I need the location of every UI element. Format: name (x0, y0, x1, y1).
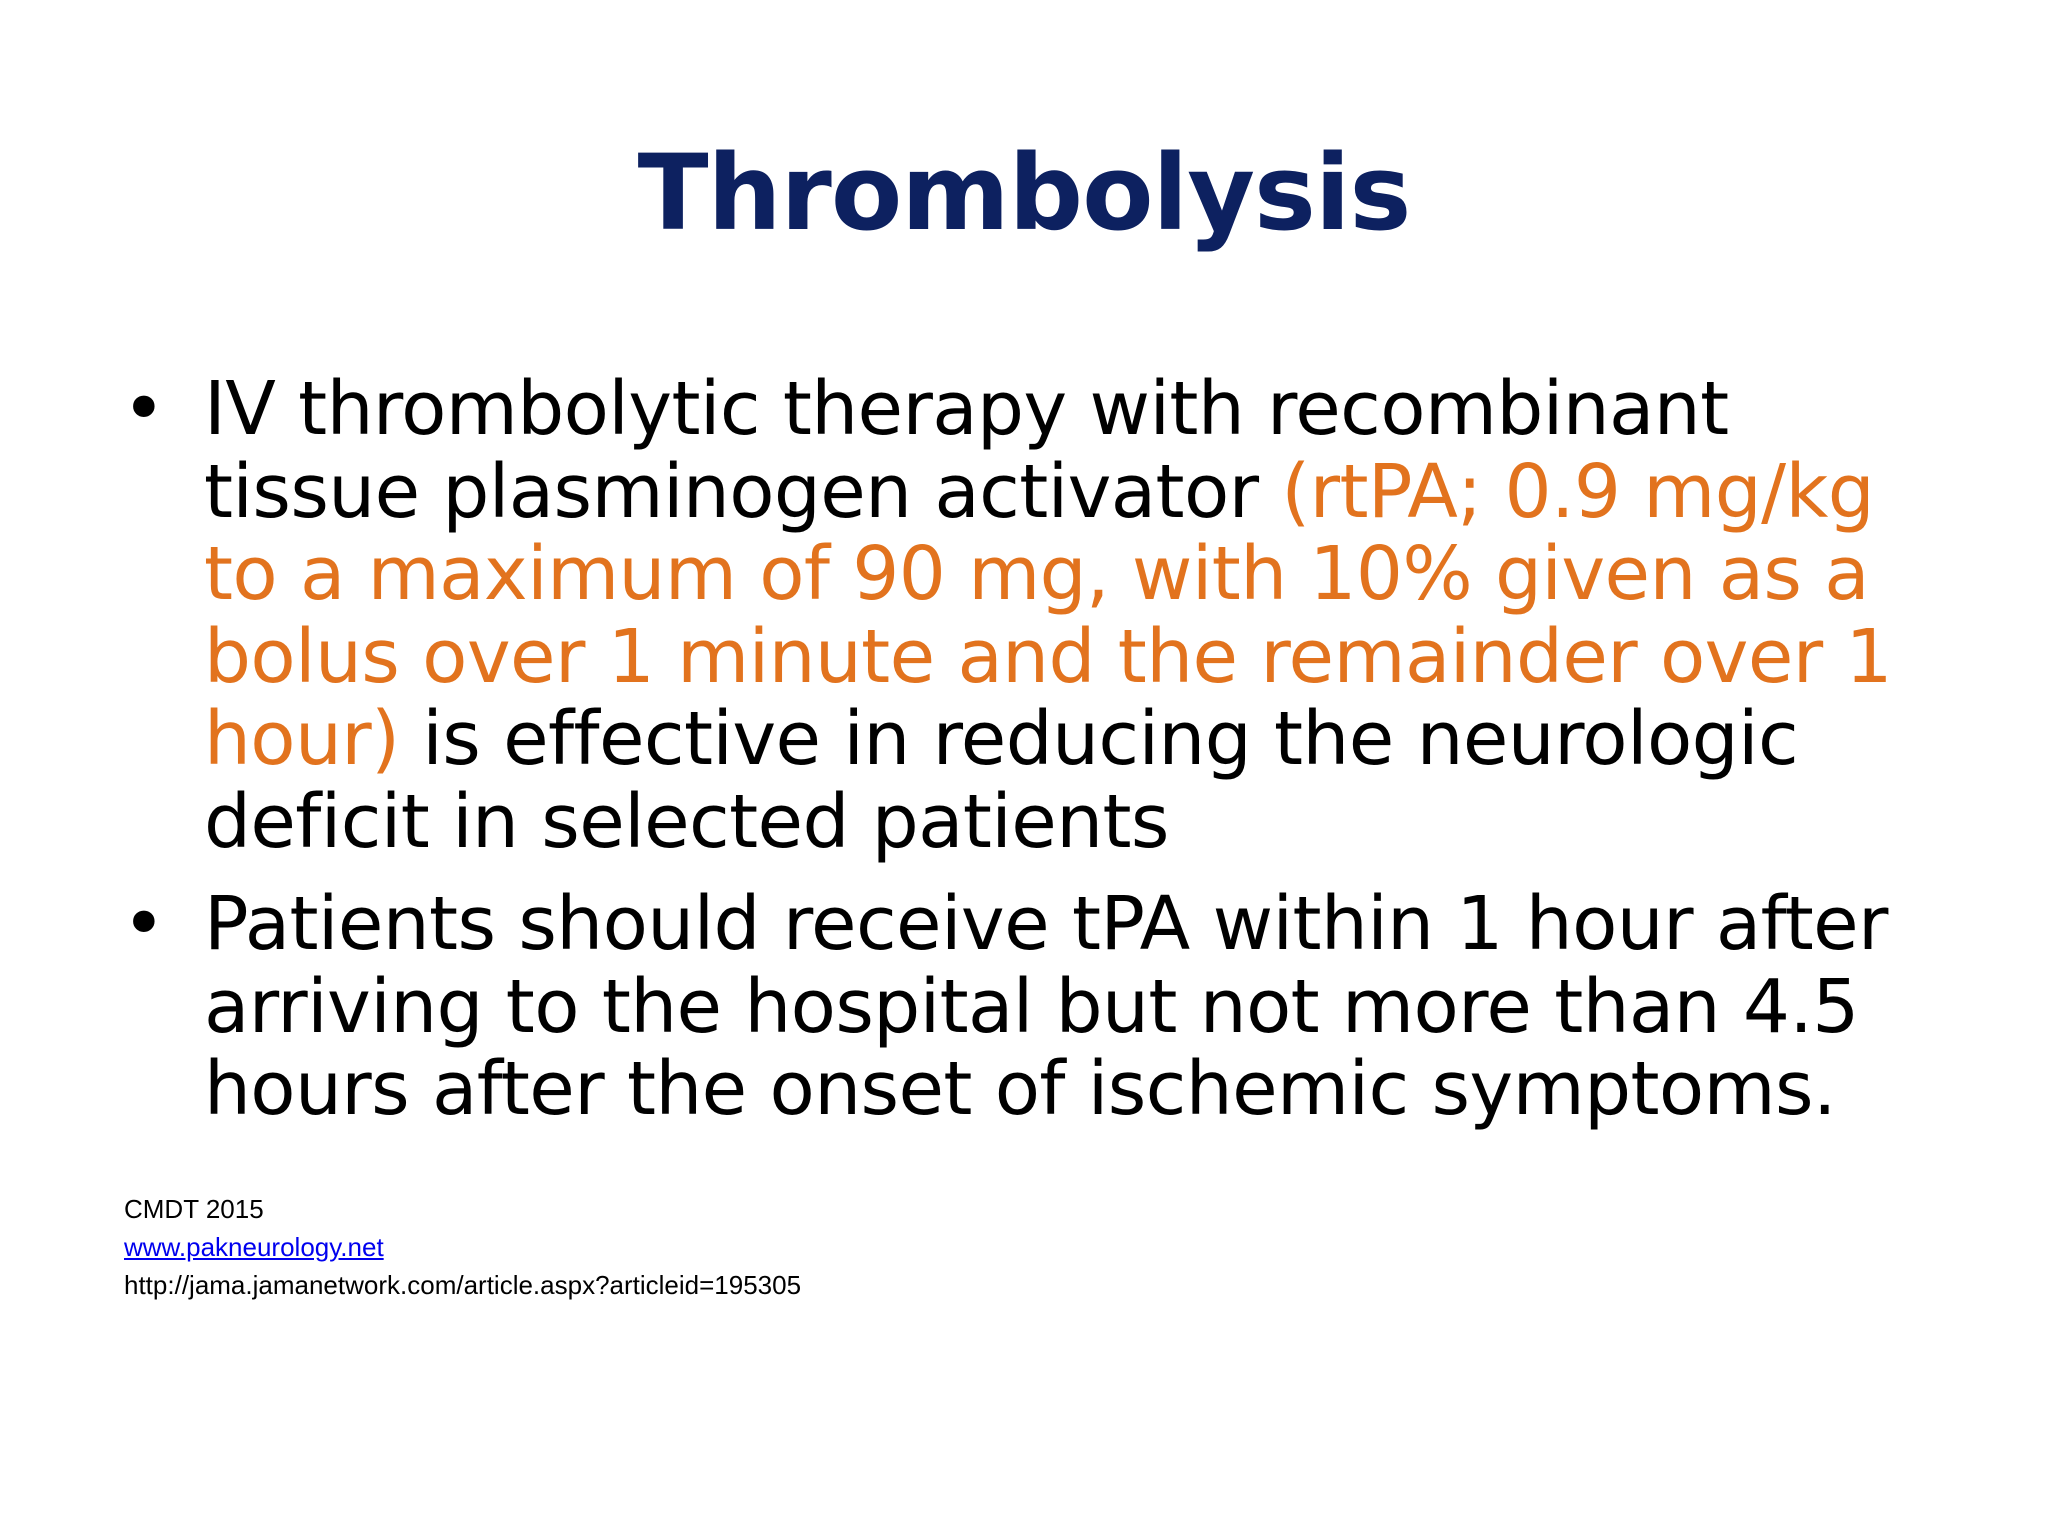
slide-title: Thrombolysis (637, 132, 1411, 254)
bullet-list (122, 368, 1942, 1131)
bullet-1-text: IV thrombolytic therapy with recombinant tissue plasminogen activator (204, 366, 1729, 535)
bullet-2-text: Patients should receive tPA within 1 hour after arriving to the hospital but not more than 4.5 hours after the onset of ischemic symptoms. (204, 881, 1888, 1132)
bullet-item-2 (122, 883, 1942, 1131)
reference-source: CMDT 2015 (124, 1194, 264, 1224)
bullet-item-1 (122, 368, 1942, 863)
bullet-1-highlight: (rtPA; 0.9 mg/kg to a maximum of 90 mg, with 10% given as a bolus over 1 minute and the remainder over 1 hour) (204, 448, 1893, 782)
references (124, 1190, 801, 1304)
reference-url: http://jama.jamanetwork.com/article.aspx?articleid=195305 (124, 1270, 802, 1300)
reference-link[interactable]: www.pakneurology.net (124, 1232, 384, 1262)
bullet-dot-icon: • (122, 881, 166, 967)
bullet-1-text-end: is effective in reducing the neurologic deficit in selected patients (204, 696, 1799, 865)
bullet-dot-icon: • (122, 366, 166, 452)
